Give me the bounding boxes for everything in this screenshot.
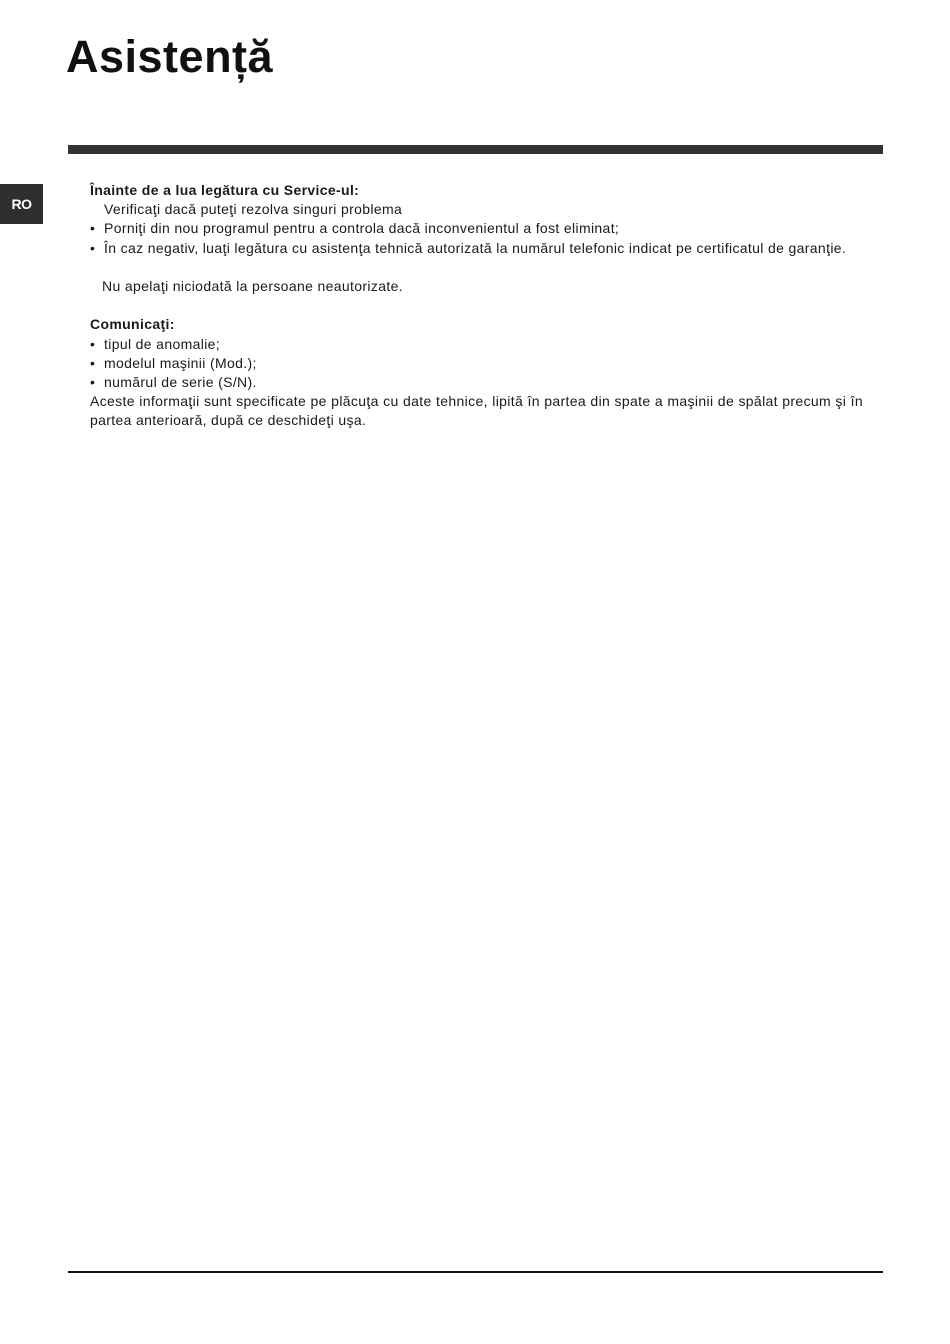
bullet-icon: • [90, 374, 96, 390]
header-divider [68, 145, 883, 154]
assistance-content [90, 181, 863, 431]
language-tab [0, 184, 43, 224]
list-item [90, 354, 863, 373]
communicate-heading: Comunicaţi: [90, 316, 175, 333]
list-item [90, 335, 863, 354]
list-item-text: modelul maşinii (Mod.); [104, 354, 257, 371]
before-contact-list [90, 219, 863, 257]
bullet-icon: • [90, 335, 96, 352]
footer-divider [68, 1271, 883, 1273]
page-title: Asistență [66, 31, 274, 82]
list-item [90, 219, 863, 238]
list-item-text: numărul de serie (S/N). [104, 374, 257, 390]
bullet-icon: • [90, 220, 96, 237]
list-item-text: Porniţi din nou programul pentru a controla dacă inconvenientul a fost eliminat; [104, 220, 620, 237]
rating-plate-note: Aceste informaţii sunt specificate pe plăcuţa cu date tehnice, lipită în partea din spate a maşinii de spălat precum şi în partea anterioară, după ce deschideţi uşa. [90, 393, 863, 429]
spacer [90, 296, 863, 315]
list-item [90, 373, 863, 392]
bullet-icon: • [90, 354, 96, 371]
list-item [90, 239, 863, 258]
language-tab-label: RO [11, 196, 32, 212]
before-contact-intro: Verificaţi dacă puteţi rezolva singuri problema [104, 201, 403, 218]
unauthorized-warning: Nu apelaţi niciodată la persoane neautorizate. [102, 278, 403, 294]
before-contact-heading: Înainte de a lua legătura cu Service-ul: [90, 182, 360, 198]
bullet-icon: • [90, 239, 96, 256]
list-item-text: tipul de anomalie; [104, 335, 221, 352]
communicate-list [90, 335, 863, 393]
list-item-text: În caz negativ, luaţi legătura cu asistenţa tehnică autorizată la numărul telefonic indicat pe certificatul de garanţie. [104, 239, 847, 256]
spacer [90, 258, 863, 277]
